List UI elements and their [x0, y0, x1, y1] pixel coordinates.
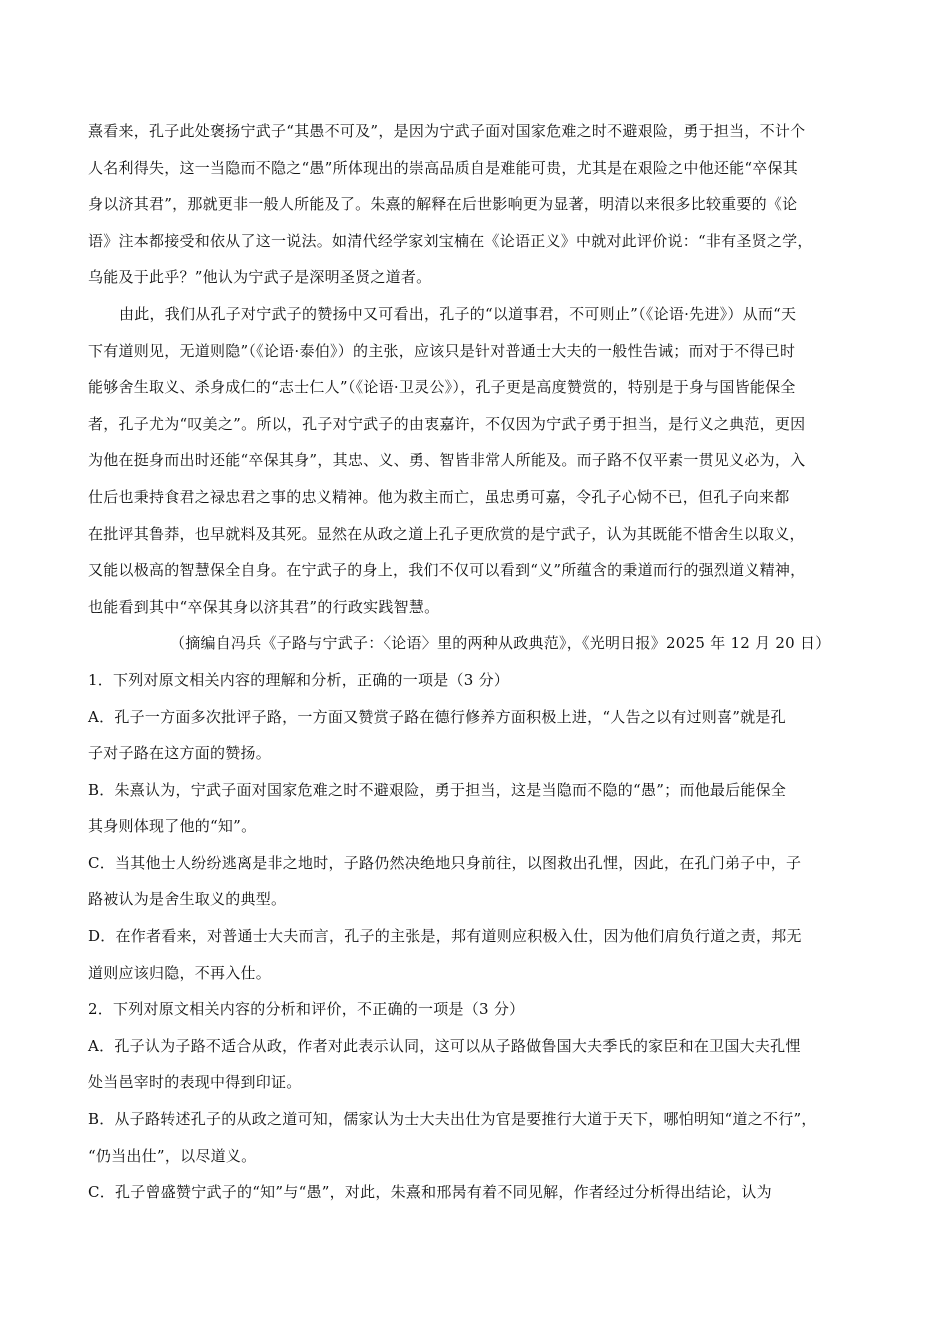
question-2-option-b: B．从子路转述孔子的从政之道可知，儒家认为士大夫出仕为官是要推行大道于天下，哪怕明知“道之不行”， — [88, 1110, 817, 1129]
passage-line: 下有道则见，无道则隐”（《论语·泰伯》）的主张，应该只是针对普通士大夫的一般性告诫；而对于不得已时 — [88, 341, 796, 360]
passage-line: 者，孔子尤为“叹美之”。所以，孔子对宁武子的由衷嘉许，不仅因为宁武子勇于担当，是行义之典范，更因 — [88, 414, 806, 433]
question-1-option-d: D．在作者看来，对普通士大夫而言，孔子的主张是，邦有道则应积极入仕，因为他们肩负行道之责，邦无 — [88, 927, 802, 946]
question-2-stem: 2．下列对原文相关内容的分析和评价，不正确的一项是（3 分） — [88, 1000, 525, 1019]
passage-paragraph-start: 由此，我们从孔子对宁武子的赞扬中又可看出，孔子的“以道事君，不可则止”（《论语·先进》）从而“天 — [119, 304, 797, 323]
passage-line: 能够舍生取义、杀身成仁的“志士仁人”（《论语·卫灵公》），孔子更是高度赞赏的，特别是于身与国皆能保全 — [88, 378, 796, 397]
document-page — [88, 122, 892, 1220]
passage-line: 身以济其君”，那就更非一般人所能及了。朱熹的解释在后世影响更为显著，明清以来很多比较重要的《论 — [88, 195, 798, 214]
passage-line: 又能以极高的智慧保全自身。在宁武子的身上，我们不仅可以看到“义”所蕴含的秉道而行的强烈道义精神， — [88, 561, 806, 580]
passage-line: 熹看来，孔子此处褒扬宁武子“其愚不可及”，是因为宁武子面对国家危难之时不避艰险，勇于担当，不计个 — [88, 122, 806, 140]
question-1-option-c: C．当其他士人纷纷逃离是非之地时，子路仍然决绝地只身前往，以图救出孔悝，因此，在孔门弟子中，子 — [88, 853, 802, 872]
passage-line: 语》注本都接受和依从了这一说法。如清代经学家刘宝楠在《论语正义》中就对此评价说：“非有圣贤之学， — [88, 231, 813, 250]
passage-line: 也能看到其中“卒保其身以济其君”的行政实践智慧。 — [88, 597, 440, 616]
question-1-option-c-cont: 路被认为是舍生取义的典型。 — [88, 890, 287, 909]
passage-line: 乌能及于此乎？”他认为宁武子是深明圣贤之道者。 — [88, 268, 432, 287]
question-1-option-b-cont: 其身则体现了他的“知”。 — [88, 817, 257, 836]
question-2-option-b-cont: “仍当出仕”，以尽道义。 — [88, 1146, 257, 1165]
passage-line: 在批评其鲁莽，也早就料及其死。显然在从政之道上孔子更欣赏的是宁武子，认为其既能不惜舍生以取义， — [88, 524, 805, 543]
question-2-option-a: A．孔子认为子路不适合从政，作者对此表示认同，这可以从子路做鲁国大夫季氏的家臣和在卫国大夫孔悝 — [88, 1036, 801, 1055]
question-1-stem: 1．下列对原文相关内容的理解和分析，正确的一项是（3 分） — [88, 670, 510, 689]
passage-source: （摘编自冯兵《子路与宁武子：〈论语〉里的两种从政典范》，《光明日报》2025 年 12 月 20 日） — [170, 634, 831, 653]
passage-line: 仕后也秉持食君之禄忠君之事的忠义精神。他为救主而亡，虽忠勇可嘉，令孔子心恸不已，但孔子向来都 — [88, 487, 790, 506]
question-1-option-b: B．朱熹认为，宁武子面对国家危难之时不避艰险，勇于担当，这是当隐而不隐的“愚”；而他最后能保全 — [88, 780, 787, 799]
question-1-option-a: A．孔子一方面多次批评子路，一方面又赞赏子路在德行修养方面积极上进，“人告之以有过则喜”就是孔 — [88, 707, 786, 726]
passage-line: 人名利得失，这一当隐而不隐之“愚”所体现出的崇高品质自是难能可贵，尤其是在艰险之中他还能“卒保其 — [88, 158, 799, 177]
question-1-option-d-cont: 道则应该归隐，不再入仕。 — [88, 963, 272, 982]
passage-line: 为他在挺身而出时还能“卒保其身”，其忠、义、勇、智皆非常人所能及。而子路不仅平素一贯见义必为，入 — [88, 451, 806, 470]
question-2-option-a-cont: 处当邑宰时的表现中得到印证。 — [88, 1073, 302, 1092]
question-1-option-a-cont: 子对子路在这方面的赞扬。 — [88, 744, 272, 763]
question-2-option-c: C．孔子曾盛赞宁武子的“知”与“愚”，对此，朱熹和邢昺有着不同见解，作者经过分析得出结论，认为 — [88, 1183, 772, 1202]
